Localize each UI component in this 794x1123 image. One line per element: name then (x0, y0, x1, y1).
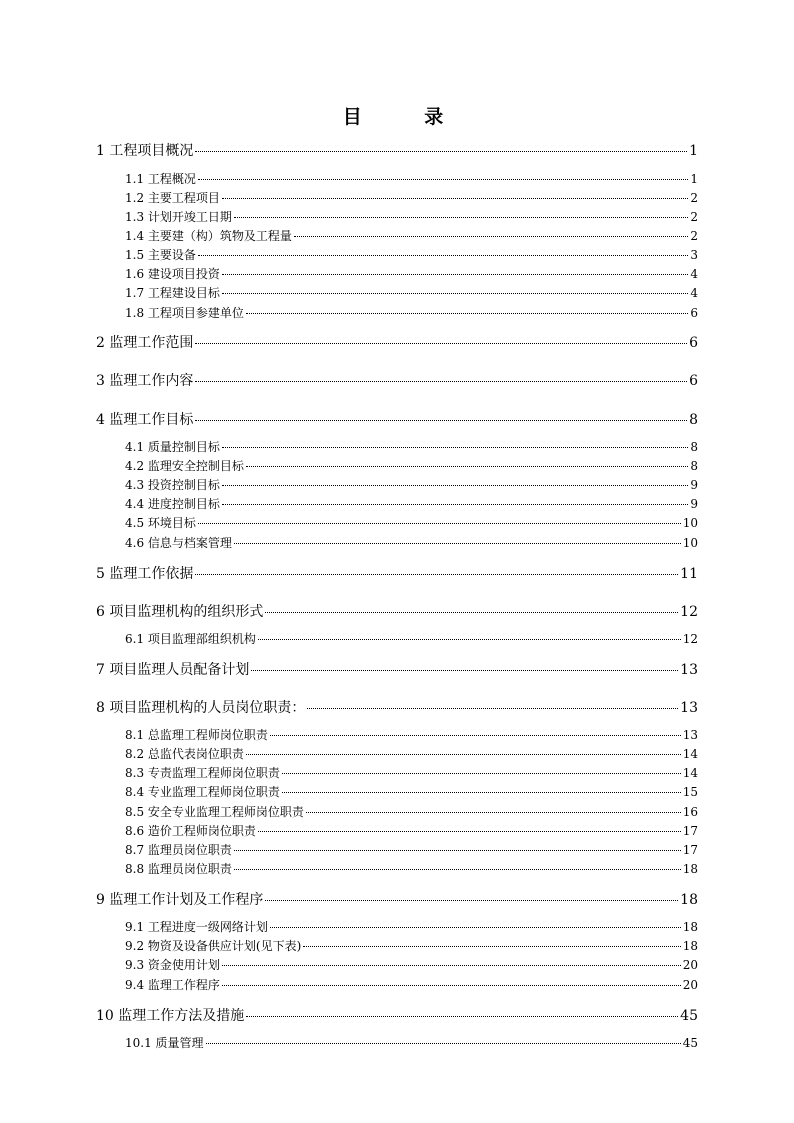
toc-chapter-entry[interactable] (96, 563, 698, 583)
dot-leader (282, 792, 681, 793)
toc-section-entry[interactable] (125, 476, 698, 493)
dot-leader (303, 946, 680, 947)
toc-page-number: 11 (680, 566, 698, 582)
toc-page-number: 45 (682, 1036, 698, 1050)
toc-entry-label: 8.2 总监代表岗位职责 (125, 747, 244, 761)
dot-leader (195, 151, 687, 152)
toc-section-entry[interactable] (125, 189, 698, 206)
toc-page-number: 4 (690, 286, 698, 300)
dot-leader (234, 869, 681, 870)
toc-entry-label: 4.4 进度控制目标 (125, 497, 220, 511)
toc-entry-label: 9.1 工程进度一级网络计划 (125, 920, 268, 934)
toc-page-number: 6 (690, 306, 698, 320)
toc-page-number: 14 (682, 766, 698, 780)
toc-chapter-entry[interactable] (96, 889, 698, 909)
toc-page-number: 1 (690, 172, 698, 186)
toc-page-number: 4 (690, 267, 698, 281)
toc-section-entry[interactable] (125, 976, 698, 993)
toc-page-number: 6 (689, 373, 698, 389)
toc-chapter-entry[interactable] (96, 409, 698, 429)
toc-page-number: 6 (689, 335, 698, 351)
dot-leader (270, 735, 681, 736)
page-title: 目 录 (342, 106, 472, 128)
toc-page-number: 8 (690, 440, 698, 454)
toc-chapter-entry[interactable] (96, 697, 698, 717)
toc-section-entry[interactable] (125, 764, 698, 781)
dot-leader (306, 812, 681, 813)
dot-leader (222, 485, 688, 486)
dot-leader (198, 255, 688, 256)
toc-page-number: 15 (682, 785, 698, 799)
toc-entry-label: 4 监理工作目标 (96, 412, 194, 428)
dot-leader (198, 523, 681, 524)
dot-leader (246, 466, 688, 467)
toc-page-number: 17 (682, 843, 698, 857)
toc-entry-label: 1.1 工程概况 (125, 172, 196, 186)
toc-entry-label: 8.3 专责监理工程师岗位职责 (125, 766, 280, 780)
toc-page-number: 17 (682, 824, 698, 838)
toc-section-entry[interactable] (125, 495, 698, 512)
toc-chapter-entry[interactable] (96, 601, 698, 621)
toc-entry-label: 8.6 造价工程师岗位职责 (125, 824, 256, 838)
toc-section-entry[interactable] (125, 841, 698, 858)
toc-section-entry[interactable] (125, 860, 698, 877)
toc-entry-label: 9.3 资金使用计划 (125, 958, 220, 972)
dot-leader (222, 504, 688, 505)
toc-entry-label: 10 监理工作方法及措施 (96, 1008, 245, 1024)
dot-leader (246, 754, 681, 755)
dot-leader (294, 236, 688, 237)
toc-page-number: 2 (690, 229, 698, 243)
toc-entry-label: 8.8 监理员岗位职责 (125, 862, 232, 876)
toc-page-number: 18 (682, 862, 698, 876)
toc-entry-label: 4.6 信息与档案管理 (125, 536, 232, 550)
toc-section-entry[interactable] (125, 803, 698, 820)
dot-leader (265, 612, 678, 613)
toc-page-number: 9 (690, 478, 698, 492)
toc-section-entry[interactable] (125, 284, 698, 301)
toc-page-number: 2 (690, 191, 698, 205)
toc-page-number: 9 (690, 497, 698, 511)
toc-entry-label: 1.5 主要设备 (125, 248, 196, 262)
toc-chapter-entry[interactable] (96, 140, 698, 160)
toc-page-number: 10 (682, 516, 698, 530)
toc-chapter-entry[interactable] (96, 370, 698, 390)
dot-leader (222, 447, 688, 448)
toc-entry-label: 8 项目监理机构的人员岗位职责： (96, 700, 306, 716)
toc-page-number: 8 (690, 459, 698, 473)
toc-page-number: 45 (680, 1008, 698, 1024)
toc-entry-label: 1.8 工程项目参建单位 (125, 306, 244, 320)
toc-section-entry[interactable] (125, 514, 698, 531)
dot-leader (222, 293, 688, 294)
toc-section-entry[interactable] (125, 1034, 698, 1051)
toc-entry-label: 9.4 监理工作程序 (125, 978, 220, 992)
toc-page-number: 20 (682, 958, 698, 972)
toc-entry-label: 8.7 监理员岗位职责 (125, 843, 232, 857)
dot-leader (195, 381, 687, 382)
toc-entry-label: 2 监理工作范围 (96, 335, 194, 351)
toc-entry-label: 5 监理工作依据 (96, 566, 194, 582)
toc-entry-label: 8.1 总监理工程师岗位职责 (125, 728, 268, 742)
toc-entry-label: 4.5 环境目标 (125, 516, 196, 530)
toc-page-number: 8 (689, 412, 698, 428)
toc-entry-label: 1.6 建设项目投资 (125, 267, 220, 281)
toc-page-number: 18 (680, 892, 698, 908)
dot-leader (234, 217, 688, 218)
toc-entry-label: 6 项目监理机构的组织形式 (96, 604, 264, 620)
toc-section-entry[interactable] (125, 745, 698, 762)
dot-leader (195, 420, 687, 421)
toc-entry-label: 4.1 质量控制目标 (125, 440, 220, 454)
toc-section-entry[interactable] (125, 208, 698, 225)
toc-section-entry[interactable] (125, 227, 698, 244)
toc-section-entry[interactable] (125, 822, 698, 839)
toc-entry-label: 8.4 专业监理工程师岗位职责 (125, 785, 280, 799)
toc-chapter-entry[interactable] (96, 659, 698, 679)
toc-entry-label: 3 监理工作内容 (96, 373, 194, 389)
toc-entry-label: 1.4 主要建（构）筑物及工程量 (125, 229, 292, 243)
dot-leader (222, 198, 688, 199)
toc-section-entry[interactable] (125, 726, 698, 743)
toc-section-entry[interactable] (125, 937, 698, 954)
toc-entry-label: 10.1 质量管理 (125, 1036, 204, 1050)
toc-entry-label: 1.2 主要工程项目 (125, 191, 220, 205)
dot-leader (195, 343, 687, 344)
toc-chapter-entry[interactable] (96, 1005, 698, 1025)
toc-page-number: 2 (690, 210, 698, 224)
dot-leader (251, 670, 678, 671)
toc-page-number: 13 (682, 728, 698, 742)
dot-leader (195, 574, 678, 575)
toc-section-entry[interactable] (125, 304, 698, 321)
toc-page-number: 3 (690, 248, 698, 262)
toc-entry-label: 8.5 安全专业监理工程师岗位职责 (125, 805, 304, 819)
dot-leader (265, 900, 678, 901)
dot-leader (246, 1016, 678, 1017)
toc-chapter-entry[interactable] (96, 332, 698, 352)
toc-section-entry[interactable] (125, 956, 698, 973)
toc-page-number: 14 (682, 747, 698, 761)
toc-page-number: 20 (682, 978, 698, 992)
toc-section-entry[interactable] (125, 457, 698, 474)
toc-section-entry[interactable] (125, 918, 698, 935)
toc-page-number: 1 (689, 143, 698, 159)
toc-section-entry[interactable] (125, 246, 698, 263)
dot-leader (198, 179, 688, 180)
toc-page-number: 18 (682, 939, 698, 953)
toc-entry-label: 1.3 计划开竣工日期 (125, 210, 232, 224)
toc-entry-label: 1 工程项目概况 (96, 143, 194, 159)
toc-page-number: 13 (680, 700, 698, 716)
toc-section-entry[interactable] (125, 630, 698, 647)
toc-entry-label: 9.2 物资及设备供应计划(见下表) (125, 939, 302, 953)
toc-page-number: 12 (680, 604, 698, 620)
dot-leader (270, 927, 681, 928)
toc-page-number: 10 (682, 536, 698, 550)
dot-leader (234, 543, 681, 544)
dot-leader (206, 1043, 681, 1044)
toc-section-entry[interactable] (125, 265, 698, 282)
toc-section-entry[interactable] (125, 170, 698, 187)
toc-entry-label: 4.2 监理安全控制目标 (125, 459, 244, 473)
toc-page-number: 18 (682, 920, 698, 934)
dot-leader (246, 313, 688, 314)
toc-entry-label: 1.7 工程建设目标 (125, 286, 220, 300)
toc-entry-label: 4.3 投资控制目标 (125, 478, 220, 492)
dot-leader (222, 274, 688, 275)
dot-leader (282, 773, 681, 774)
dot-leader (258, 639, 681, 640)
dot-leader (222, 965, 681, 966)
toc-section-entry[interactable] (125, 783, 698, 800)
toc-entry-label: 6.1 项目监理部组织机构 (125, 632, 256, 646)
dot-leader (222, 985, 681, 986)
toc-page-number: 12 (682, 632, 698, 646)
dot-leader (258, 831, 681, 832)
toc-entry-label: 7 项目监理人员配备计划 (96, 662, 250, 678)
toc-entry-label: 9 监理工作计划及工作程序 (96, 892, 264, 908)
dot-leader (234, 850, 681, 851)
dot-leader (307, 708, 678, 709)
toc-section-entry[interactable] (125, 438, 698, 455)
toc-page-number: 13 (680, 662, 698, 678)
toc-section-entry[interactable] (125, 534, 698, 551)
toc-page-number: 16 (682, 805, 698, 819)
